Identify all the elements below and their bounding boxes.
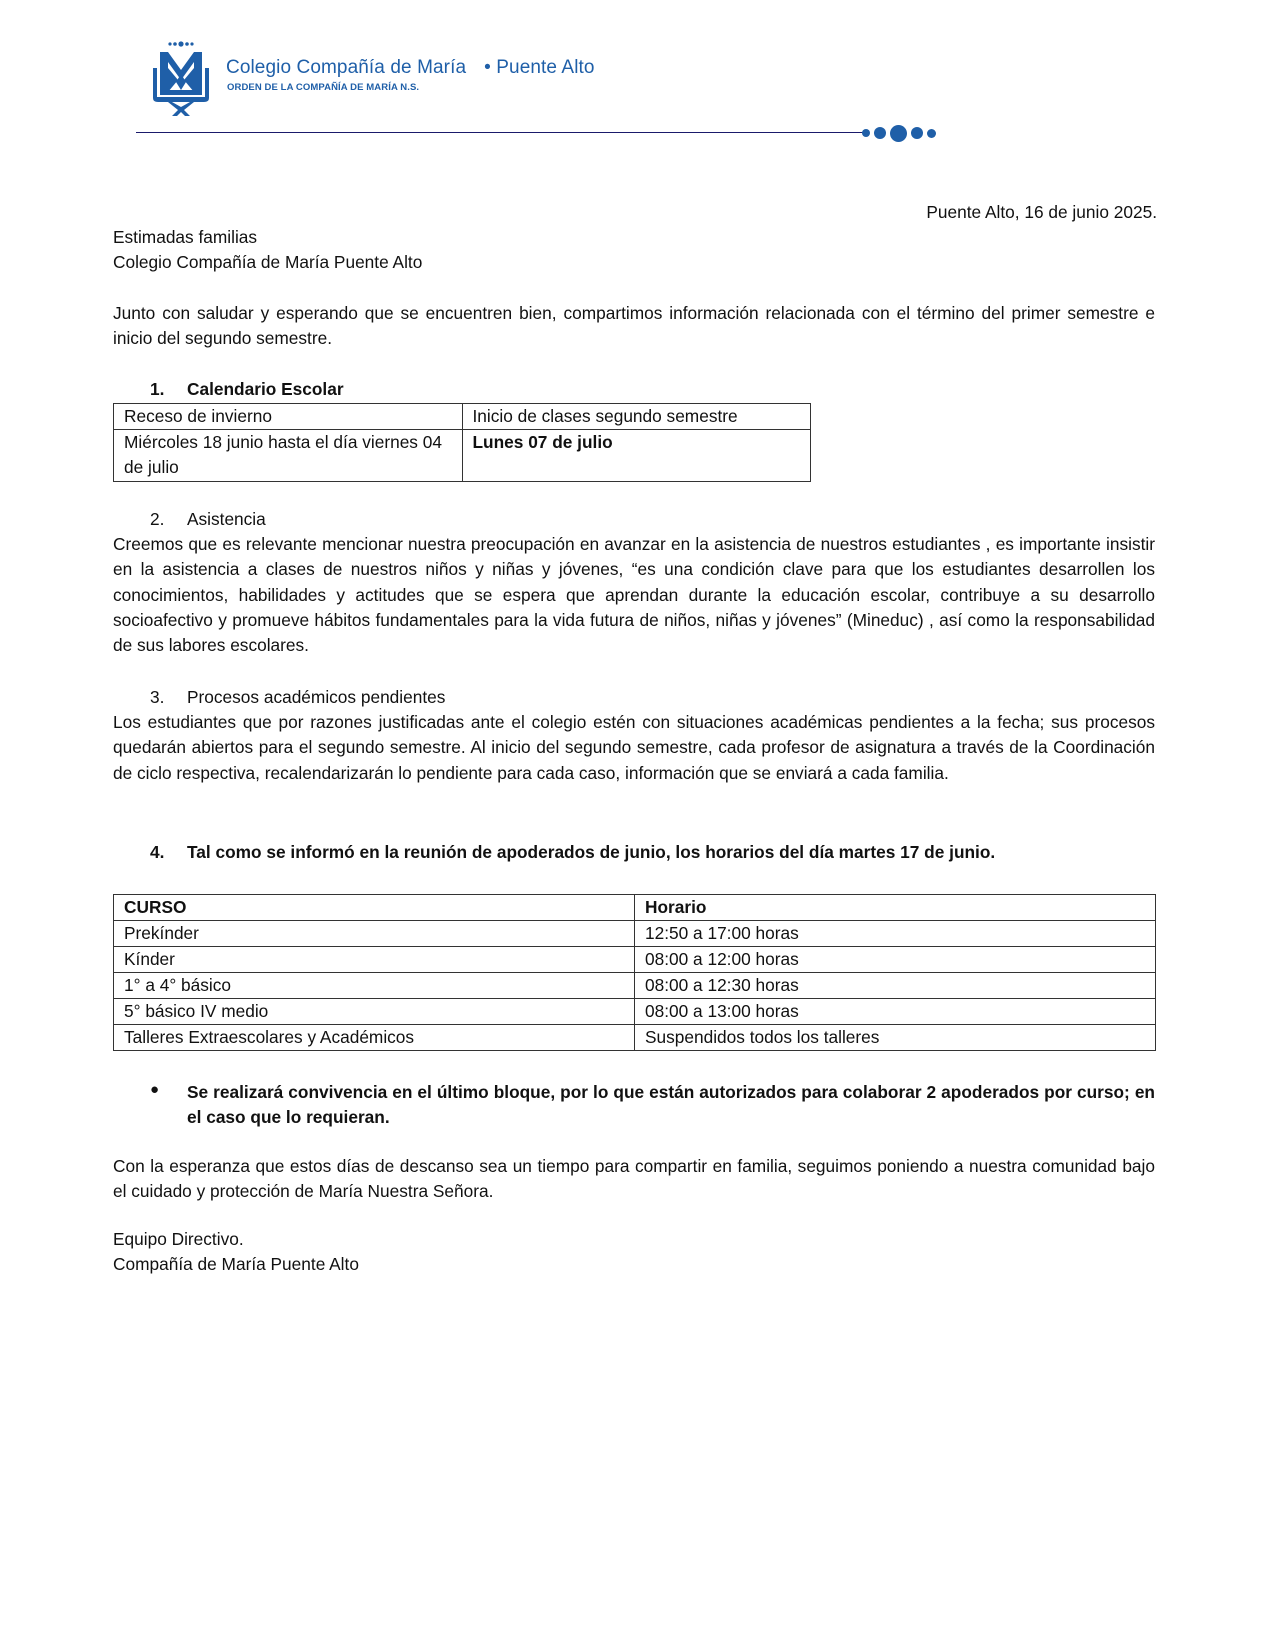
section-2-title: Asistencia <box>187 509 266 529</box>
table-cell: 5° básico IV medio <box>114 999 635 1025</box>
table-header-row <box>114 895 1156 921</box>
table-cell: Talleres Extraescolares y Académicos <box>114 1025 635 1051</box>
section-1-number: 1. <box>150 379 165 399</box>
table-row <box>114 921 1156 947</box>
school-name-text: Colegio Compañía de María <box>226 57 467 78</box>
bullet-icon: ● <box>150 1081 160 1098</box>
table-header-cell: Horario <box>635 895 1156 921</box>
signature-line-2: Compañía de María Puente Alto <box>113 1254 359 1274</box>
attendance-paragraph: Creemos que es relevante mencionar nuestra preocupación en avanzar en la asistencia de nuestros estudiantes , es importante insistir en la asistencia a clases de nuestros niños y niñas y jóvenes, “es una condición clave para que los estudiantes desarrollen los conocimientos, habilidades y actitudes que se espera que aprendan durante la educación escolar, contribuye a su desarrollo socioafectivo y promueve hábitos fundamentales para la vida futura de niños, niñas y jóvenes” (Mineduc) , así como la responsabilidad de sus labores escolares. <box>113 534 1155 656</box>
table-cell: 08:00 a 12:30 horas <box>635 973 1156 999</box>
table-row <box>114 999 1156 1025</box>
school-crest-icon <box>150 40 212 116</box>
table-header-row <box>114 404 811 430</box>
school-subtitle: ORDEN DE LA COMPAÑÍA DE MARÍA N.S. <box>227 82 420 93</box>
schedule-table <box>113 894 1156 1051</box>
salutation-line-2: Colegio Compañía de María Puente Alto <box>113 252 423 272</box>
table-cell: Inicio de clases segundo semestre <box>462 404 811 430</box>
salutation-line-1: Estimadas familias <box>113 227 258 247</box>
school-location: • Puente Alto <box>484 57 595 78</box>
table-cell: Prekínder <box>114 921 635 947</box>
table-cell: Miércoles 18 junio hasta el día viernes 04 de julio <box>114 430 463 482</box>
section-1-title: Calendario Escolar <box>187 379 344 399</box>
table-row <box>114 430 811 482</box>
bullet-note: Se realizará convivencia en el último bloque, por lo que están autorizados para colaborar 2 apoderados por curso; en el caso que lo requieran. <box>187 1082 1155 1128</box>
section-3-title: Procesos académicos pendientes <box>187 687 446 707</box>
table-cell: 08:00 a 13:00 horas <box>635 999 1156 1025</box>
school-calendar-table <box>113 403 811 482</box>
table-cell: Kínder <box>114 947 635 973</box>
section-4-title: Tal como se informó en la reunión de apoderados de junio, los horarios del día martes 17 de junio. <box>187 842 996 862</box>
table-header-cell: CURSO <box>114 895 635 921</box>
table-cell: Suspendidos todos los talleres <box>635 1025 1156 1051</box>
table-cell: Lunes 07 de julio <box>462 430 811 482</box>
closing-paragraph: Con la esperanza que estos días de descanso sea un tiempo para compartir en familia, seguimos poniendo a nuestra comunidad bajo el cuidado y protección de María Nuestra Señora. <box>113 1156 1155 1202</box>
table-row <box>114 1025 1156 1051</box>
table-row <box>114 947 1156 973</box>
table-cell: 08:00 a 12:00 horas <box>635 947 1156 973</box>
table-row <box>114 973 1156 999</box>
pending-processes-paragraph: Los estudiantes que por razones justificadas ante el colegio estén con situaciones académicas pendientes a la fecha; sus procesos quedarán abiertos para el segundo semestre. Al inicio del segundo semestre, cada profesor de asignatura a través de la Coordinación de ciclo respectiva, recalendarizarán lo pendiente para cada caso, información que se enviará a cada familia. <box>113 712 1155 783</box>
table-cell: 1° a 4° básico <box>114 973 635 999</box>
header-divider <box>136 132 866 133</box>
table-cell: 12:50 a 17:00 horas <box>635 921 1156 947</box>
section-3-number: 3. <box>150 687 165 707</box>
table-cell: Receso de invierno <box>114 404 463 430</box>
intro-paragraph: Junto con saludar y esperando que se encuentren bien, compartimos información relacionada con el término del primer semestre e inicio del segundo semestre. <box>113 303 1155 349</box>
section-2-number: 2. <box>150 509 165 529</box>
section-4-number: 4. <box>150 842 165 862</box>
date-line: Puente Alto, 16 de junio 2025. <box>926 202 1157 222</box>
header-dots-ornament <box>862 124 936 142</box>
school-name <box>226 57 595 79</box>
signature-line-1: Equipo Directivo. <box>113 1229 244 1249</box>
